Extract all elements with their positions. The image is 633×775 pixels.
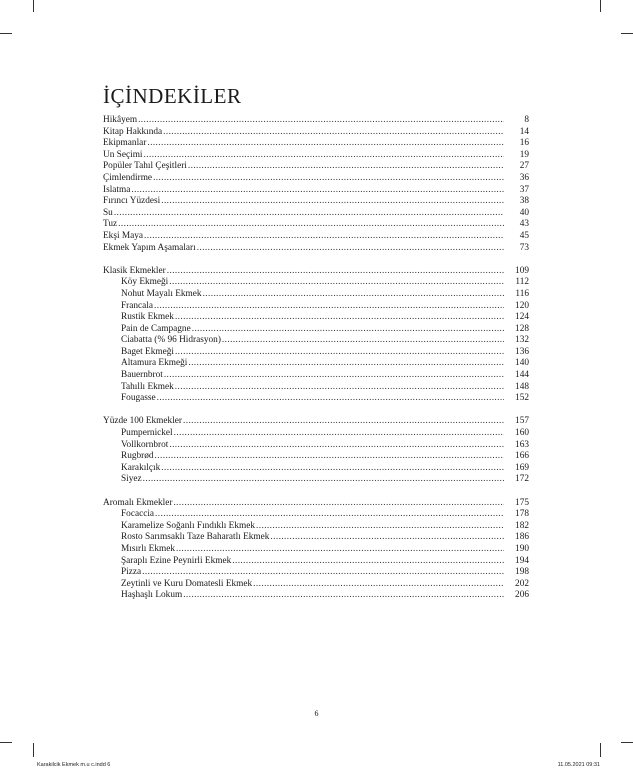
- crop-mark: [600, 743, 601, 757]
- toc-entry-title: Focaccia: [121, 509, 155, 520]
- toc-entry: [103, 463, 529, 475]
- dot-leader: [174, 428, 504, 440]
- toc-page-number: 19: [519, 149, 529, 160]
- toc-entry-title: Fırıncı Yüzdesi: [103, 196, 161, 207]
- toc-entry: [103, 579, 529, 591]
- toc-section-heading: [103, 266, 529, 278]
- dot-leader: [175, 347, 504, 359]
- toc-page-number: 120: [515, 300, 529, 311]
- toc-entry: [103, 358, 529, 370]
- toc-entry: [103, 335, 529, 347]
- toc-entry: [103, 185, 529, 197]
- table-of-contents: [103, 115, 529, 602]
- dot-leader: [164, 370, 504, 382]
- toc-entry: [103, 521, 529, 533]
- toc-entry: [103, 347, 529, 359]
- toc-entry-title: Baget Ekmeği: [121, 346, 174, 357]
- toc-entry: [103, 324, 529, 336]
- toc-page-number: 109: [515, 265, 529, 276]
- dot-leader: [222, 335, 504, 347]
- toc-entry: [103, 243, 529, 255]
- toc-page-number: 160: [515, 428, 529, 439]
- dot-leader: [154, 301, 504, 313]
- dot-leader: [169, 440, 504, 452]
- dot-leader: [161, 196, 504, 208]
- toc-entry-title: Islatma: [103, 184, 131, 195]
- print-timestamp: 11.05.2021 09:31: [557, 762, 600, 768]
- dot-leader: [169, 277, 504, 289]
- toc-page-number: 132: [515, 335, 529, 346]
- toc-entry-title: Hikâyem: [103, 115, 138, 125]
- toc-entry-title: Ciabatta (% 96 Hidrasyon): [121, 335, 221, 346]
- page-number: 6: [314, 709, 319, 718]
- toc-entry-title: Altamura Ekmeği: [121, 358, 188, 369]
- toc-page-number: 172: [515, 474, 529, 485]
- toc-entry-title: Karamelize Soğanlı Fındıklı Ekmek: [121, 520, 256, 531]
- toc-entry-title: Köy Ekmeği: [121, 277, 169, 288]
- toc-page-number: 38: [519, 196, 529, 207]
- toc-page-number: 163: [515, 439, 529, 450]
- dot-leader: [167, 266, 504, 278]
- section-spacer: [103, 405, 529, 417]
- section-spacer: [103, 254, 529, 266]
- toc-page-number: 178: [515, 509, 529, 520]
- toc-page-number: 157: [515, 416, 529, 427]
- crop-mark: [621, 742, 633, 743]
- toc-page-number: 182: [515, 520, 529, 531]
- dot-leader: [192, 324, 504, 336]
- toc-entry: [103, 382, 529, 394]
- toc-entry-title: Zeytinli ve Kuru Domatesli Ekmek: [121, 578, 253, 589]
- dot-leader: [232, 556, 504, 568]
- toc-entry-title: Rustik Ekmek: [121, 312, 174, 323]
- toc-section-heading: [103, 498, 529, 510]
- toc-entry: [103, 509, 529, 521]
- dot-leader: [155, 509, 504, 521]
- toc-entry-title: Pumpernickel: [121, 428, 173, 439]
- toc-entry-title: Pizza: [121, 567, 142, 578]
- toc-page-number: 8: [524, 115, 529, 125]
- toc-entry: [103, 393, 529, 405]
- toc-entry-title: Çimlendirme: [103, 172, 153, 183]
- toc-entry-title: Kitap Hakkında: [103, 126, 163, 137]
- toc-page-number: 186: [515, 532, 529, 543]
- toc-entry: [103, 173, 529, 185]
- toc-page-number: 14: [519, 126, 529, 137]
- dot-leader: [203, 289, 504, 301]
- toc-entry: [103, 370, 529, 382]
- toc-entry: [103, 474, 529, 486]
- dot-leader: [131, 185, 504, 197]
- toc-entry-title: Klasik Ekmekler: [103, 265, 166, 276]
- toc-entry: [103, 567, 529, 579]
- toc-page-number: 37: [519, 184, 529, 195]
- dot-leader: [270, 532, 504, 544]
- toc-page-number: 112: [515, 277, 529, 288]
- dot-leader: [197, 243, 504, 255]
- dot-leader: [144, 150, 504, 162]
- toc-entry-title: Bauernbrot: [121, 370, 163, 381]
- toc-entry-title: Su: [103, 207, 113, 218]
- toc-entry-title: Francala: [121, 300, 154, 311]
- crop-mark: [600, 0, 601, 12]
- toc-page-number: 198: [515, 567, 529, 578]
- dot-leader: [155, 451, 504, 463]
- toc-entry: [103, 544, 529, 556]
- toc-entry-title: Ekipmanlar: [103, 138, 147, 149]
- dot-leader: [161, 463, 504, 475]
- toc-page-number: 144: [515, 370, 529, 381]
- toc-page-number: 202: [515, 578, 529, 589]
- file-slug: Karakilcik Ekmek m.u c.indd 6: [37, 762, 111, 768]
- toc-page-number: 140: [515, 358, 529, 369]
- crop-mark: [0, 742, 12, 743]
- toc-page-number: 128: [515, 323, 529, 334]
- toc-entry-title: Popüler Tahıl Çeşitleri: [103, 161, 187, 172]
- toc-entry-title: Nohut Mayalı Ekmek: [121, 288, 202, 299]
- toc-entry-title: Siyez: [121, 474, 142, 485]
- toc-page-number: 16: [519, 138, 529, 149]
- toc-entry: [103, 150, 529, 162]
- section-spacer: [103, 486, 529, 498]
- toc-page-number: 190: [515, 543, 529, 554]
- toc-page-number: 43: [519, 219, 529, 230]
- toc-entry: [103, 115, 529, 127]
- toc-entry-title: Rugbrød: [121, 451, 154, 462]
- toc-entry: [103, 428, 529, 440]
- dot-leader: [256, 521, 504, 533]
- toc-page-number: 175: [515, 497, 529, 508]
- toc-entry-title: Mısırlı Ekmek: [121, 543, 175, 554]
- toc-entry: [103, 451, 529, 463]
- toc-entry-title: Ekşi Maya: [103, 230, 144, 241]
- toc-entry: [103, 590, 529, 602]
- dot-leader: [183, 416, 504, 428]
- dot-leader: [188, 358, 504, 370]
- dot-leader: [153, 173, 504, 185]
- crop-mark: [33, 743, 34, 757]
- dot-leader: [176, 544, 504, 556]
- dot-leader: [188, 161, 504, 173]
- toc-entry-title: Yüzde 100 Ekmekler: [103, 416, 182, 427]
- toc-entry-title: Rosto Sarımsaklı Taze Baharatlı Ekmek: [121, 532, 270, 543]
- toc-page-number: 116: [515, 288, 529, 299]
- toc-entry: [103, 161, 529, 173]
- toc-entry-title: Pain de Campagne: [121, 323, 191, 334]
- toc-page-number: 166: [515, 451, 529, 462]
- toc-section-heading: [103, 416, 529, 428]
- toc-entry-title: Haşhaşlı Lokum: [121, 590, 183, 601]
- toc-page-number: 136: [515, 346, 529, 357]
- toc-entry: [103, 277, 529, 289]
- dot-leader: [143, 474, 504, 486]
- dot-leader: [173, 498, 504, 510]
- toc-entry: [103, 219, 529, 231]
- dot-leader: [138, 115, 504, 127]
- toc-entry-title: Şaraplı Ezine Peynirli Ekmek: [121, 555, 232, 566]
- toc-entry: [103, 440, 529, 452]
- dot-leader: [142, 567, 504, 579]
- toc-page-number: 124: [515, 312, 529, 323]
- crop-mark: [621, 33, 633, 34]
- toc-entry-title: Un Seçimi: [103, 149, 143, 160]
- crop-mark: [0, 33, 12, 34]
- toc-entry: [103, 127, 529, 139]
- toc-page-number: 169: [515, 462, 529, 473]
- toc-entry: [103, 289, 529, 301]
- toc-page-number: 45: [519, 230, 529, 241]
- crop-mark: [33, 0, 34, 12]
- toc-entry: [103, 208, 529, 220]
- dot-leader: [175, 312, 504, 324]
- toc-page-number: 27: [519, 161, 529, 172]
- page-title: İÇİNDEKİLER: [103, 84, 242, 108]
- dot-leader: [157, 393, 504, 405]
- dot-leader: [175, 382, 504, 394]
- toc-page-number: 36: [519, 172, 529, 183]
- dot-leader: [118, 219, 504, 231]
- toc-entry: [103, 312, 529, 324]
- dot-leader: [253, 579, 504, 591]
- toc-page-number: 206: [515, 590, 529, 601]
- dot-leader: [147, 138, 504, 150]
- toc-page-number: 194: [515, 555, 529, 566]
- toc-entry: [103, 231, 529, 243]
- toc-entry-title: Tahıllı Ekmek: [121, 381, 174, 392]
- toc-entry: [103, 138, 529, 150]
- toc-entry: [103, 301, 529, 313]
- toc-entry: [103, 196, 529, 208]
- toc-entry: [103, 556, 529, 568]
- dot-leader: [163, 127, 504, 139]
- toc-entry-title: Ekmek Yapım Aşamaları: [103, 242, 196, 253]
- toc-entry-title: Fougasse: [121, 393, 156, 404]
- dot-leader: [114, 208, 504, 220]
- toc-entry-title: Karakılçık: [121, 462, 161, 473]
- toc-entry-title: Vollkornbrot: [121, 439, 169, 450]
- toc-page-number: 73: [519, 242, 529, 253]
- toc-page-number: 152: [515, 393, 529, 404]
- toc-entry: [103, 532, 529, 544]
- toc-page-number: 148: [515, 381, 529, 392]
- toc-page-number: 40: [519, 207, 529, 218]
- dot-leader: [183, 590, 504, 602]
- toc-entry-title: Tuz: [103, 219, 118, 230]
- toc-entry-title: Aromalı Ekmekler: [103, 497, 173, 508]
- dot-leader: [144, 231, 504, 243]
